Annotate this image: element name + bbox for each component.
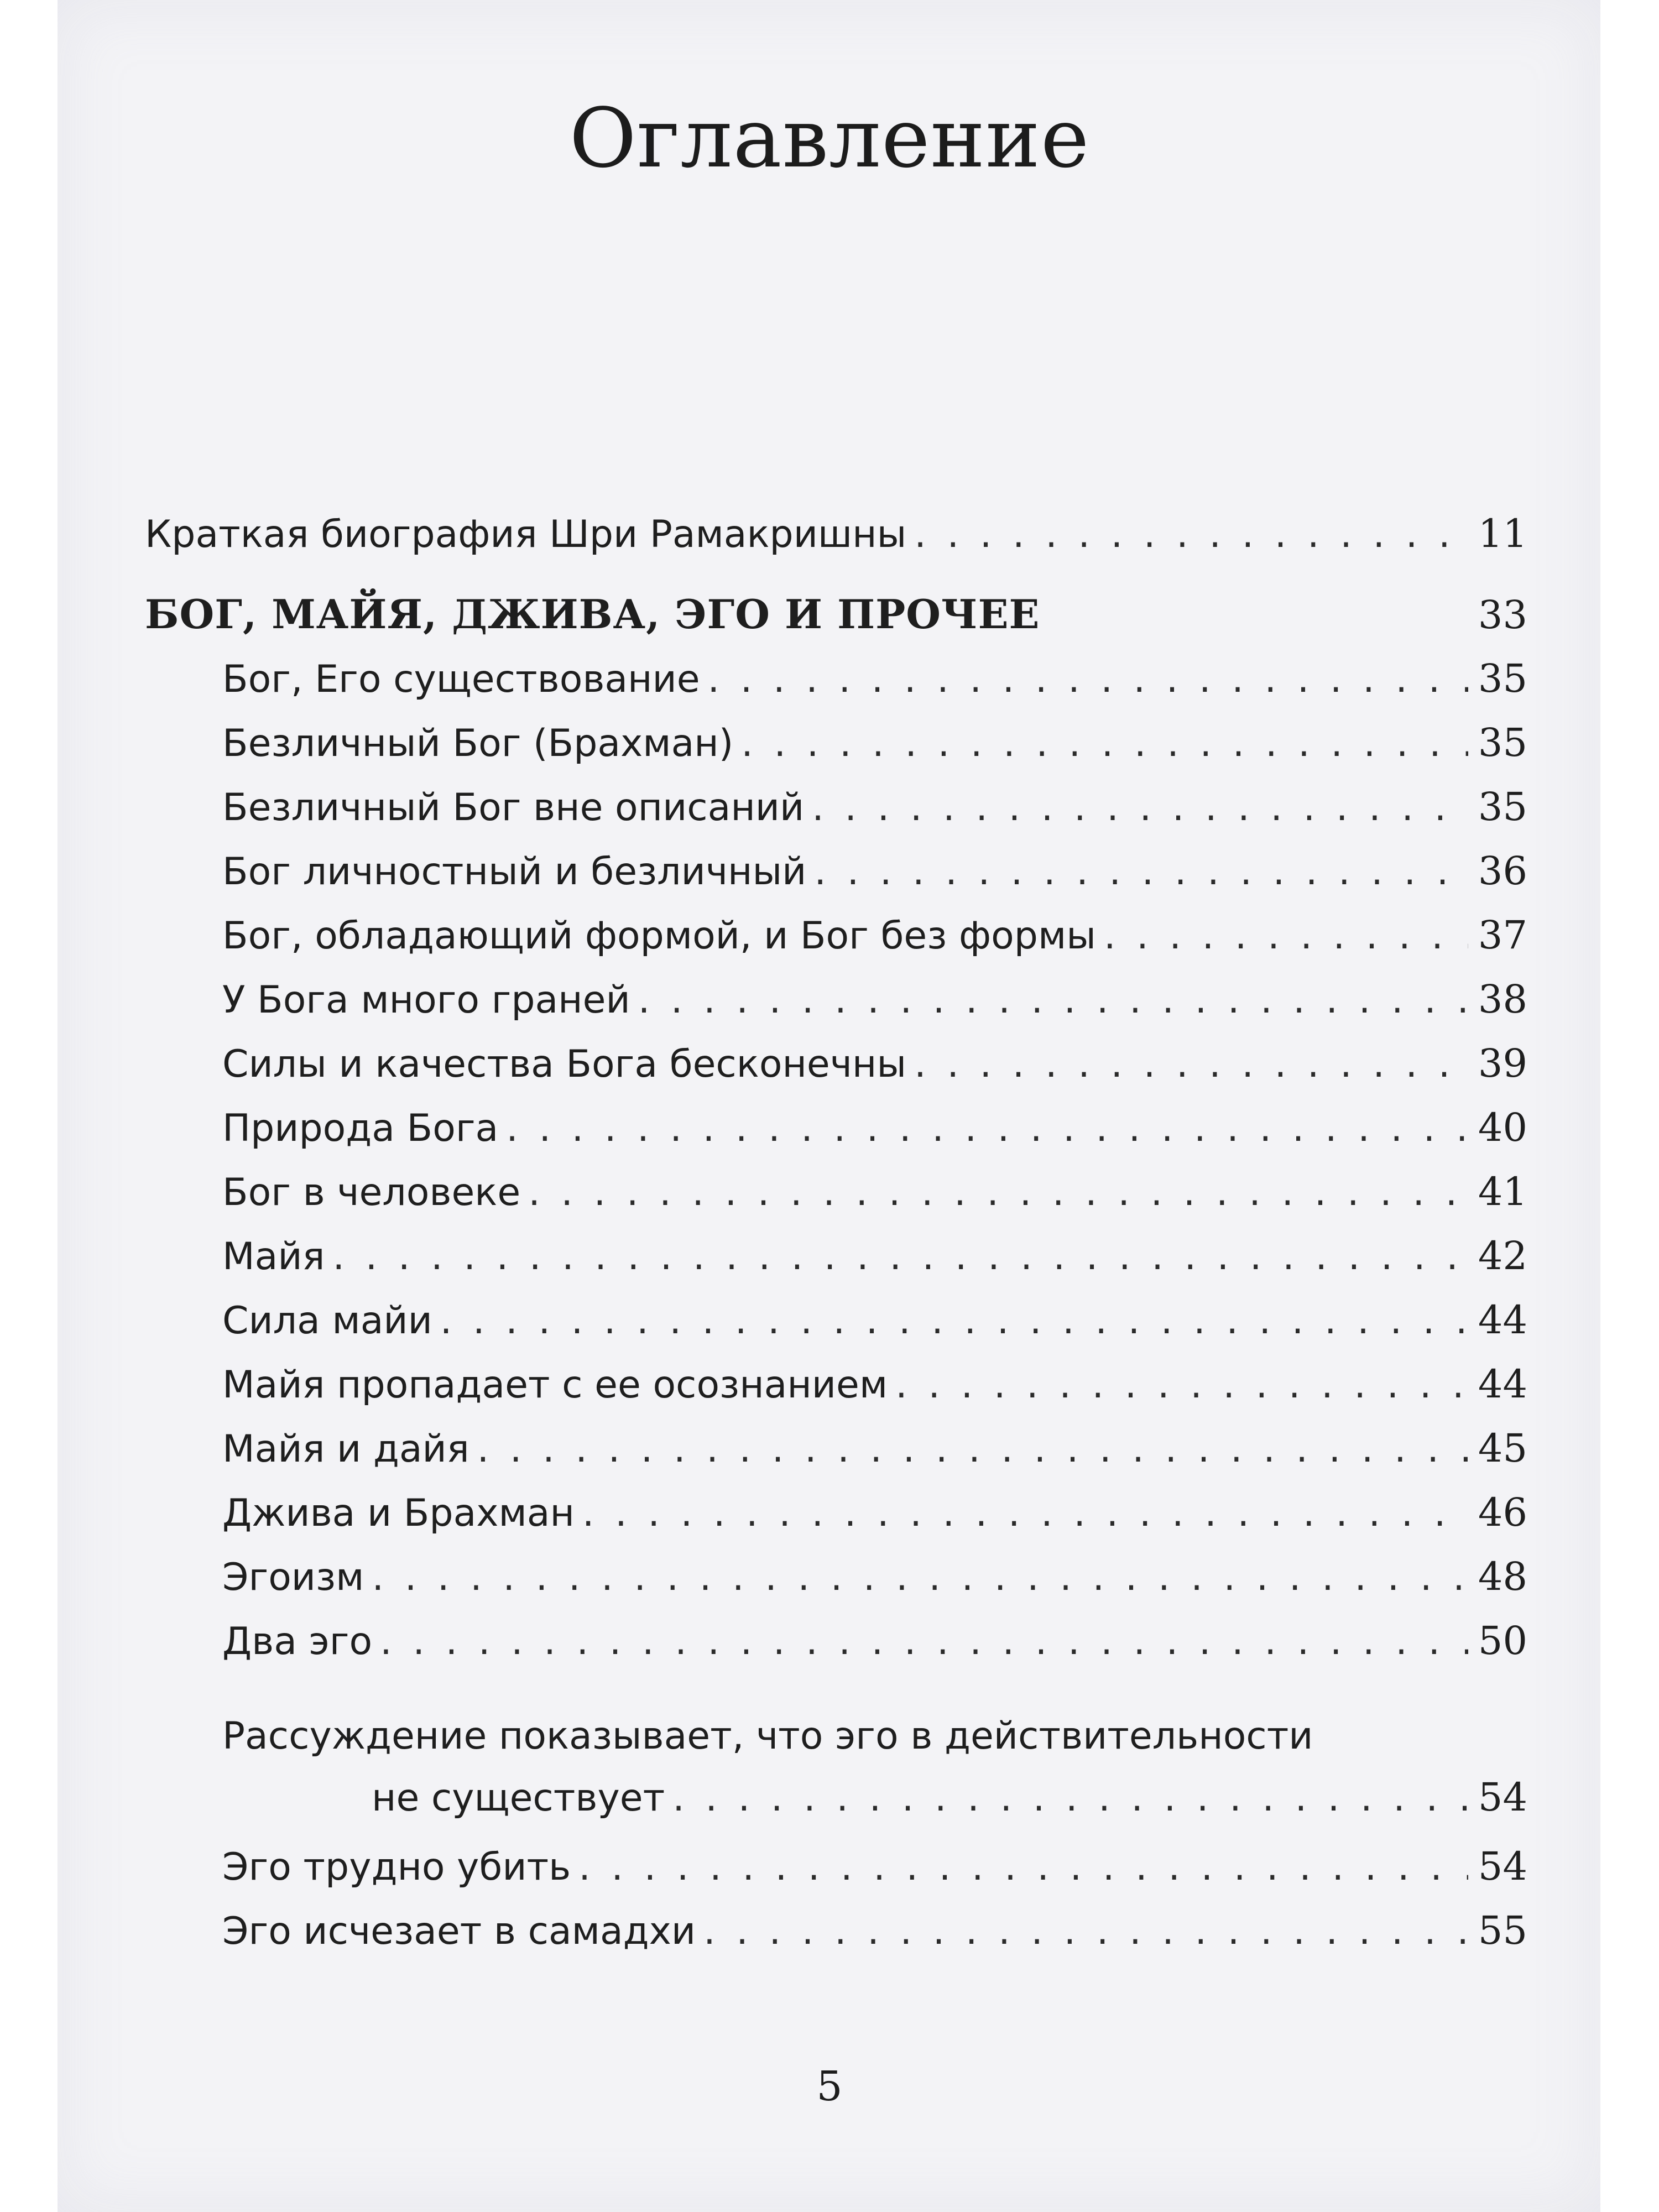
- toc-entry: [222, 1418, 1527, 1479]
- toc-entry-label: Краткая биография Шри Рамакришны: [145, 513, 907, 556]
- toc-leader-dots: [582, 1483, 1468, 1544]
- toc-entry-label: Майя пропадает с ее осознанием: [222, 1363, 888, 1407]
- toc-entry-label: Майя: [222, 1235, 325, 1279]
- toc-entry-label: Безличный Бог вне описаний: [222, 786, 805, 830]
- toc-leader-dots: [914, 504, 1468, 565]
- toc-page-number: 45: [1478, 1426, 1527, 1471]
- toc-entry-label: БОГ, МАЙЯ, ДЖИВА, ЭГО И ПРОЧЕЕ: [145, 591, 1040, 638]
- toc-entry: [145, 503, 1527, 564]
- toc-page-number: 54: [1478, 1844, 1527, 1889]
- toc-page-number: 42: [1478, 1233, 1527, 1279]
- toc-leader-dots: [895, 1355, 1468, 1416]
- toc-entry: [222, 1482, 1527, 1543]
- toc-entry-label: Бог, обладающий формой, и Бог без формы: [222, 914, 1096, 958]
- toc-entry: [222, 841, 1527, 901]
- toc-page-number: 41: [1478, 1169, 1527, 1214]
- toc-entry-label: Эго исчезает в самадхи: [222, 1910, 696, 1953]
- toc-page-number: 35: [1478, 720, 1527, 765]
- toc-page-number: 44: [1478, 1297, 1527, 1343]
- toc-leader-dots: [812, 778, 1468, 838]
- bleed-through-text: [210, 6, 222, 48]
- toc-entry: [222, 1033, 1527, 1094]
- toc-page-number: 36: [1478, 848, 1527, 894]
- toc-leader-dots: [372, 1547, 1468, 1608]
- toc-entry-wrapped-line2: [372, 1767, 1527, 1828]
- toc-entry: [222, 1354, 1527, 1415]
- toc-page-number: 37: [1478, 912, 1527, 958]
- toc-leader-dots: [914, 1034, 1468, 1095]
- toc-page-number: 39: [1478, 1041, 1527, 1086]
- toc-entry-label: Бог, Его существование: [222, 658, 700, 701]
- toc-page-number: 11: [1478, 511, 1527, 556]
- toc-page-number: 40: [1478, 1105, 1527, 1150]
- toc-entry: [222, 648, 1527, 709]
- toc-leader-dots: [1104, 906, 1468, 967]
- toc-entry-label: Природа Бога: [222, 1107, 499, 1150]
- toc-leader-dots: [506, 1098, 1468, 1159]
- toc-entry: [222, 776, 1527, 837]
- toc-leader-dots: [814, 842, 1468, 902]
- toc-page-number: 48: [1478, 1554, 1527, 1599]
- toc-entry: [222, 712, 1527, 773]
- toc-leader-dots: [741, 713, 1468, 774]
- toc-entry-label: Бог в человеке: [222, 1171, 521, 1214]
- toc-page-number: 33: [1478, 592, 1527, 638]
- toc-entry: [222, 1225, 1527, 1286]
- toc-entry: [222, 1610, 1527, 1671]
- toc-entry-label: Эгоизм: [222, 1556, 364, 1599]
- toc-entry: [222, 1836, 1527, 1897]
- toc-leader-dots: [440, 1291, 1468, 1352]
- toc-entry: [222, 1900, 1527, 1961]
- toc-leader-dots: [672, 1768, 1468, 1829]
- toc-entry: [222, 1546, 1527, 1607]
- toc-page-number: 55: [1478, 1908, 1527, 1953]
- toc-page-number: 44: [1478, 1361, 1527, 1407]
- toc-section-heading: [145, 584, 1527, 645]
- toc-entry-label: Силы и качества Бога бесконечны: [222, 1042, 907, 1086]
- toc-entry-label: Бог личностный и безличный: [222, 850, 807, 894]
- toc-entry-label: Эго трудно убить: [222, 1845, 571, 1889]
- toc-entry-wrapped-line1: Рассуждение показывает, что эго в действительности: [222, 1714, 1313, 1758]
- page-number-folio: 5: [816, 2063, 843, 2110]
- page-title: Оглавление: [569, 91, 1090, 186]
- toc-entry: [222, 969, 1527, 1030]
- toc-entry: [222, 1161, 1527, 1222]
- toc-entry-label: Сила майи: [222, 1299, 432, 1343]
- toc-page-number: 46: [1478, 1490, 1527, 1535]
- toc-entry-label: Майя и дайя: [222, 1427, 469, 1471]
- toc-page-number: 35: [1478, 784, 1527, 830]
- toc-leader-dots: [703, 1901, 1468, 1962]
- toc-leader-dots: [528, 1162, 1468, 1223]
- toc-page-number: 35: [1478, 656, 1527, 701]
- toc-entry: [222, 1097, 1527, 1158]
- toc-entry-label: У Бога много граней: [222, 978, 630, 1022]
- toc-entry: [222, 1290, 1527, 1350]
- toc-entry-label: Безличный Бог (Брахман): [222, 722, 734, 765]
- toc-leader-dots: [380, 1611, 1468, 1672]
- toc-page-number: 50: [1478, 1618, 1527, 1663]
- toc-entry-label: не существует: [372, 1776, 665, 1820]
- toc-leader-dots: [638, 970, 1468, 1031]
- toc-entry-label: Два эго: [222, 1620, 373, 1663]
- toc-entry-label: Джива и Брахман: [222, 1491, 575, 1535]
- toc-page-number: 38: [1478, 977, 1527, 1022]
- toc-leader-dots: [578, 1837, 1468, 1898]
- toc-leader-dots: [708, 649, 1468, 710]
- toc-leader-dots: [332, 1227, 1468, 1287]
- toc-entry: [222, 905, 1527, 966]
- toc-leader-dots: [477, 1419, 1468, 1480]
- toc-page-number: 54: [1478, 1775, 1527, 1820]
